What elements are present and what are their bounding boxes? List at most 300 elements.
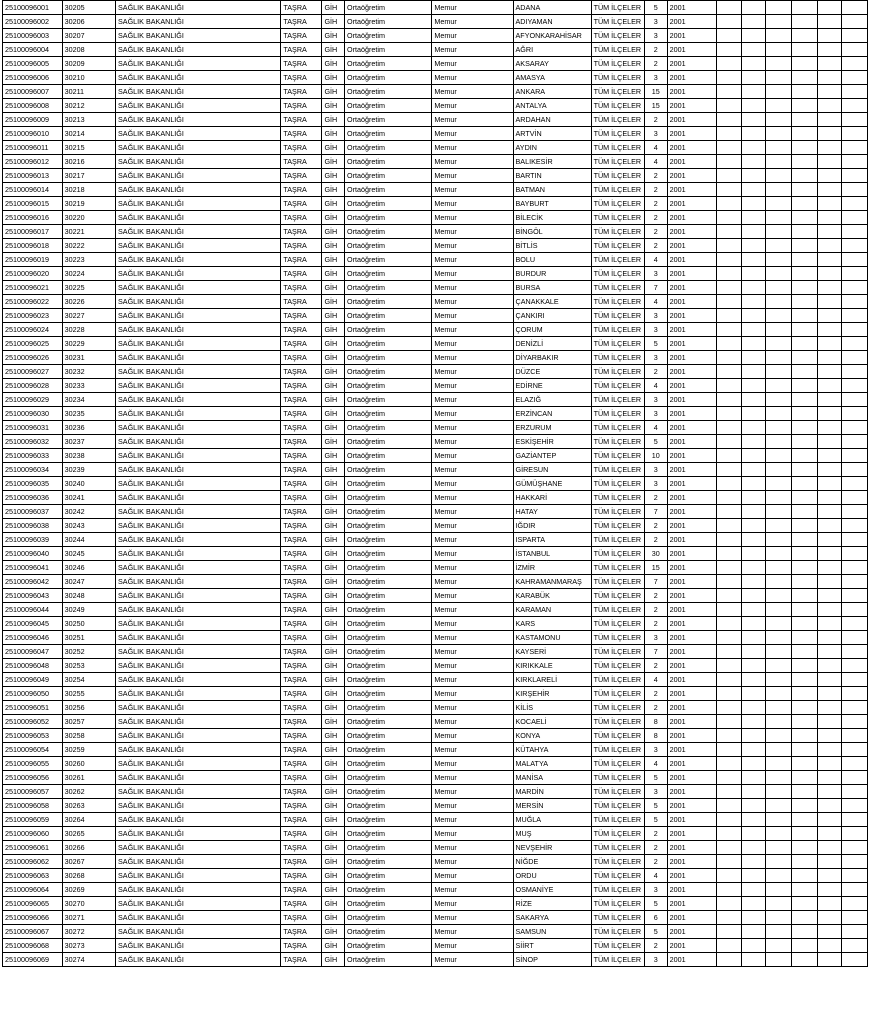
empty-cell bbox=[791, 351, 817, 365]
table-row bbox=[3, 197, 868, 211]
empty-cell bbox=[842, 757, 868, 771]
empty-cell bbox=[766, 743, 792, 757]
il-cell: DİYARBAKIR bbox=[513, 351, 591, 365]
empty-cell bbox=[766, 911, 792, 925]
table-row bbox=[3, 603, 868, 617]
empty-cell bbox=[791, 505, 817, 519]
empty-cell bbox=[791, 883, 817, 897]
table-row bbox=[3, 869, 868, 883]
empty-cell bbox=[766, 813, 792, 827]
sinif-cell: GİH bbox=[322, 715, 345, 729]
ilce-cell: TÜM İLÇELER bbox=[591, 799, 644, 813]
teskilat-cell: TAŞRA bbox=[281, 379, 322, 393]
ogrenim-cell: Ortaöğretim bbox=[345, 113, 432, 127]
table-row bbox=[3, 99, 868, 113]
empty-cell bbox=[791, 911, 817, 925]
empty-cell bbox=[741, 351, 766, 365]
ilan-kodu-cell: 25100096063 bbox=[3, 869, 63, 883]
empty-cell bbox=[766, 519, 792, 533]
empty-cell bbox=[842, 29, 868, 43]
empty-cell bbox=[842, 575, 868, 589]
yil-cell: 2001 bbox=[667, 603, 716, 617]
il-cell: BURSA bbox=[513, 281, 591, 295]
empty-cell bbox=[716, 617, 741, 631]
il-cell: ANTALYA bbox=[513, 99, 591, 113]
ilce-cell: TÜM İLÇELER bbox=[591, 337, 644, 351]
kadro-kodu-cell: 30232 bbox=[62, 365, 115, 379]
unvan-cell: Memur bbox=[432, 127, 513, 141]
ogrenim-cell: Ortaöğretim bbox=[345, 897, 432, 911]
empty-cell bbox=[842, 631, 868, 645]
il-cell: ISPARTA bbox=[513, 533, 591, 547]
kurum-cell: SAĞLIK BAKANLIĞI bbox=[115, 449, 280, 463]
kontenjan-cell: 3 bbox=[644, 323, 667, 337]
empty-cell bbox=[791, 253, 817, 267]
empty-cell bbox=[817, 449, 842, 463]
kadro-kodu-cell: 30260 bbox=[62, 757, 115, 771]
il-cell: KARS bbox=[513, 617, 591, 631]
il-cell: MUŞ bbox=[513, 827, 591, 841]
ilce-cell: TÜM İLÇELER bbox=[591, 239, 644, 253]
empty-cell bbox=[791, 939, 817, 953]
kadro-kodu-cell: 30258 bbox=[62, 729, 115, 743]
empty-cell bbox=[741, 169, 766, 183]
table-row bbox=[3, 953, 868, 967]
empty-cell bbox=[741, 239, 766, 253]
table-row bbox=[3, 645, 868, 659]
kadro-kodu-cell: 30219 bbox=[62, 197, 115, 211]
teskilat-cell: TAŞRA bbox=[281, 589, 322, 603]
empty-cell bbox=[842, 295, 868, 309]
kontenjan-cell: 7 bbox=[644, 575, 667, 589]
empty-cell bbox=[716, 533, 741, 547]
empty-cell bbox=[817, 743, 842, 757]
il-cell: OSMANİYE bbox=[513, 883, 591, 897]
empty-cell bbox=[817, 29, 842, 43]
unvan-cell: Memur bbox=[432, 323, 513, 337]
teskilat-cell: TAŞRA bbox=[281, 309, 322, 323]
il-cell: KONYA bbox=[513, 729, 591, 743]
empty-cell bbox=[817, 561, 842, 575]
teskilat-cell: TAŞRA bbox=[281, 99, 322, 113]
unvan-cell: Memur bbox=[432, 1, 513, 15]
ilce-cell: TÜM İLÇELER bbox=[591, 911, 644, 925]
kurum-cell: SAĞLIK BAKANLIĞI bbox=[115, 589, 280, 603]
empty-cell bbox=[741, 953, 766, 967]
ilce-cell: TÜM İLÇELER bbox=[591, 141, 644, 155]
unvan-cell: Memur bbox=[432, 939, 513, 953]
empty-cell bbox=[817, 813, 842, 827]
ilan-kodu-cell: 25100096045 bbox=[3, 617, 63, 631]
table-row bbox=[3, 659, 868, 673]
table-row bbox=[3, 281, 868, 295]
kontenjan-cell: 3 bbox=[644, 15, 667, 29]
kadro-kodu-cell: 30216 bbox=[62, 155, 115, 169]
kadro-kodu-cell: 30236 bbox=[62, 421, 115, 435]
kontenjan-cell: 3 bbox=[644, 127, 667, 141]
teskilat-cell: TAŞRA bbox=[281, 911, 322, 925]
table-row bbox=[3, 561, 868, 575]
kadro-kodu-cell: 30228 bbox=[62, 323, 115, 337]
teskilat-cell: TAŞRA bbox=[281, 673, 322, 687]
teskilat-cell: TAŞRA bbox=[281, 113, 322, 127]
empty-cell bbox=[741, 183, 766, 197]
empty-cell bbox=[766, 449, 792, 463]
ogrenim-cell: Ortaöğretim bbox=[345, 617, 432, 631]
table-row bbox=[3, 379, 868, 393]
empty-cell bbox=[791, 85, 817, 99]
kontenjan-cell: 5 bbox=[644, 897, 667, 911]
sinif-cell: GİH bbox=[322, 575, 345, 589]
ilce-cell: TÜM İLÇELER bbox=[591, 127, 644, 141]
sinif-cell: GİH bbox=[322, 841, 345, 855]
table-row bbox=[3, 267, 868, 281]
empty-cell bbox=[791, 827, 817, 841]
ogrenim-cell: Ortaöğretim bbox=[345, 281, 432, 295]
empty-cell bbox=[817, 155, 842, 169]
kadro-kodu-cell: 30235 bbox=[62, 407, 115, 421]
yil-cell: 2001 bbox=[667, 365, 716, 379]
yil-cell: 2001 bbox=[667, 757, 716, 771]
teskilat-cell: TAŞRA bbox=[281, 757, 322, 771]
yil-cell: 2001 bbox=[667, 701, 716, 715]
teskilat-cell: TAŞRA bbox=[281, 211, 322, 225]
teskilat-cell: TAŞRA bbox=[281, 939, 322, 953]
empty-cell bbox=[716, 687, 741, 701]
kurum-cell: SAĞLIK BAKANLIĞI bbox=[115, 491, 280, 505]
sinif-cell: GİH bbox=[322, 239, 345, 253]
empty-cell bbox=[817, 505, 842, 519]
empty-cell bbox=[791, 239, 817, 253]
empty-cell bbox=[791, 155, 817, 169]
kontenjan-cell: 3 bbox=[644, 351, 667, 365]
empty-cell bbox=[817, 533, 842, 547]
empty-cell bbox=[716, 1, 741, 15]
ilan-kodu-cell: 25100096016 bbox=[3, 211, 63, 225]
kontenjan-cell: 2 bbox=[644, 225, 667, 239]
teskilat-cell: TAŞRA bbox=[281, 365, 322, 379]
unvan-cell: Memur bbox=[432, 281, 513, 295]
empty-cell bbox=[842, 687, 868, 701]
empty-cell bbox=[842, 365, 868, 379]
kurum-cell: SAĞLIK BAKANLIĞI bbox=[115, 701, 280, 715]
yil-cell: 2001 bbox=[667, 589, 716, 603]
empty-cell bbox=[766, 29, 792, 43]
empty-cell bbox=[741, 561, 766, 575]
sinif-cell: GİH bbox=[322, 281, 345, 295]
empty-cell bbox=[716, 897, 741, 911]
sinif-cell: GİH bbox=[322, 337, 345, 351]
empty-cell bbox=[716, 813, 741, 827]
empty-cell bbox=[716, 379, 741, 393]
yil-cell: 2001 bbox=[667, 491, 716, 505]
ogrenim-cell: Ortaöğretim bbox=[345, 687, 432, 701]
kontenjan-cell: 2 bbox=[644, 701, 667, 715]
yil-cell: 2001 bbox=[667, 253, 716, 267]
empty-cell bbox=[741, 617, 766, 631]
ilan-kodu-cell: 25100096059 bbox=[3, 813, 63, 827]
empty-cell bbox=[741, 365, 766, 379]
unvan-cell: Memur bbox=[432, 15, 513, 29]
unvan-cell: Memur bbox=[432, 267, 513, 281]
ilan-kodu-cell: 25100096010 bbox=[3, 127, 63, 141]
table-row bbox=[3, 127, 868, 141]
kadro-kodu-cell: 30210 bbox=[62, 71, 115, 85]
empty-cell bbox=[766, 309, 792, 323]
empty-cell bbox=[716, 15, 741, 29]
il-cell: KIRŞEHİR bbox=[513, 687, 591, 701]
empty-cell bbox=[842, 351, 868, 365]
ilce-cell: TÜM İLÇELER bbox=[591, 155, 644, 169]
ogrenim-cell: Ortaöğretim bbox=[345, 239, 432, 253]
teskilat-cell: TAŞRA bbox=[281, 43, 322, 57]
kontenjan-cell: 7 bbox=[644, 505, 667, 519]
ilan-kodu-cell: 25100096058 bbox=[3, 799, 63, 813]
empty-cell bbox=[766, 351, 792, 365]
yil-cell: 2001 bbox=[667, 687, 716, 701]
il-cell: KAHRAMANMARAŞ bbox=[513, 575, 591, 589]
empty-cell bbox=[817, 253, 842, 267]
ilce-cell: TÜM İLÇELER bbox=[591, 603, 644, 617]
il-cell: İSTANBUL bbox=[513, 547, 591, 561]
kontenjan-cell: 6 bbox=[644, 911, 667, 925]
sinif-cell: GİH bbox=[322, 869, 345, 883]
kontenjan-cell: 3 bbox=[644, 743, 667, 757]
table-row bbox=[3, 323, 868, 337]
il-cell: HATAY bbox=[513, 505, 591, 519]
sinif-cell: GİH bbox=[322, 323, 345, 337]
ilce-cell: TÜM İLÇELER bbox=[591, 57, 644, 71]
sinif-cell: GİH bbox=[322, 729, 345, 743]
table-row bbox=[3, 421, 868, 435]
empty-cell bbox=[791, 603, 817, 617]
empty-cell bbox=[766, 771, 792, 785]
kurum-cell: SAĞLIK BAKANLIĞI bbox=[115, 897, 280, 911]
kadro-kodu-cell: 30223 bbox=[62, 253, 115, 267]
il-cell: SİİRT bbox=[513, 939, 591, 953]
sinif-cell: GİH bbox=[322, 505, 345, 519]
sinif-cell: GİH bbox=[322, 855, 345, 869]
empty-cell bbox=[766, 645, 792, 659]
kontenjan-cell: 4 bbox=[644, 155, 667, 169]
empty-cell bbox=[817, 617, 842, 631]
empty-cell bbox=[791, 659, 817, 673]
empty-cell bbox=[842, 841, 868, 855]
sinif-cell: GİH bbox=[322, 1, 345, 15]
ilan-kodu-cell: 25100096061 bbox=[3, 841, 63, 855]
empty-cell bbox=[842, 127, 868, 141]
ogrenim-cell: Ortaöğretim bbox=[345, 589, 432, 603]
ilan-kodu-cell: 25100096042 bbox=[3, 575, 63, 589]
table-row bbox=[3, 463, 868, 477]
empty-cell bbox=[791, 897, 817, 911]
il-cell: İZMİR bbox=[513, 561, 591, 575]
kadro-kodu-cell: 30243 bbox=[62, 519, 115, 533]
il-cell: KAYSERİ bbox=[513, 645, 591, 659]
ogrenim-cell: Ortaöğretim bbox=[345, 253, 432, 267]
kurum-cell: SAĞLIK BAKANLIĞI bbox=[115, 603, 280, 617]
table-row bbox=[3, 715, 868, 729]
empty-cell bbox=[791, 617, 817, 631]
yil-cell: 2001 bbox=[667, 631, 716, 645]
yil-cell: 2001 bbox=[667, 715, 716, 729]
empty-cell bbox=[817, 897, 842, 911]
il-cell: ÇANKIRI bbox=[513, 309, 591, 323]
ogrenim-cell: Ortaöğretim bbox=[345, 225, 432, 239]
table-row bbox=[3, 253, 868, 267]
empty-cell bbox=[817, 729, 842, 743]
teskilat-cell: TAŞRA bbox=[281, 29, 322, 43]
yil-cell: 2001 bbox=[667, 477, 716, 491]
kurum-cell: SAĞLIK BAKANLIĞI bbox=[115, 267, 280, 281]
kontenjan-cell: 2 bbox=[644, 113, 667, 127]
table-row bbox=[3, 519, 868, 533]
unvan-cell: Memur bbox=[432, 43, 513, 57]
il-cell: ÇANAKKALE bbox=[513, 295, 591, 309]
kontenjan-cell: 8 bbox=[644, 715, 667, 729]
kontenjan-cell: 2 bbox=[644, 491, 667, 505]
teskilat-cell: TAŞRA bbox=[281, 183, 322, 197]
empty-cell bbox=[842, 491, 868, 505]
empty-cell bbox=[716, 155, 741, 169]
teskilat-cell: TAŞRA bbox=[281, 799, 322, 813]
yil-cell: 2001 bbox=[667, 169, 716, 183]
empty-cell bbox=[741, 435, 766, 449]
empty-cell bbox=[741, 575, 766, 589]
empty-cell bbox=[716, 309, 741, 323]
kurum-cell: SAĞLIK BAKANLIĞI bbox=[115, 631, 280, 645]
yil-cell: 2001 bbox=[667, 29, 716, 43]
empty-cell bbox=[766, 561, 792, 575]
empty-cell bbox=[716, 85, 741, 99]
ilan-kodu-cell: 25100096041 bbox=[3, 561, 63, 575]
empty-cell bbox=[842, 519, 868, 533]
yil-cell: 2001 bbox=[667, 1, 716, 15]
empty-cell bbox=[716, 659, 741, 673]
sinif-cell: GİH bbox=[322, 253, 345, 267]
il-cell: ELAZIĞ bbox=[513, 393, 591, 407]
kadro-kodu-cell: 30218 bbox=[62, 183, 115, 197]
ilce-cell: TÜM İLÇELER bbox=[591, 925, 644, 939]
kadro-kodu-cell: 30227 bbox=[62, 309, 115, 323]
empty-cell bbox=[766, 71, 792, 85]
il-cell: HAKKARİ bbox=[513, 491, 591, 505]
kontenjan-cell: 3 bbox=[644, 883, 667, 897]
ilce-cell: TÜM İLÇELER bbox=[591, 743, 644, 757]
ilce-cell: TÜM İLÇELER bbox=[591, 211, 644, 225]
teskilat-cell: TAŞRA bbox=[281, 449, 322, 463]
empty-cell bbox=[791, 365, 817, 379]
ogrenim-cell: Ortaöğretim bbox=[345, 43, 432, 57]
empty-cell bbox=[741, 421, 766, 435]
ilce-cell: TÜM İLÇELER bbox=[591, 113, 644, 127]
ilce-cell: TÜM İLÇELER bbox=[591, 323, 644, 337]
kadro-kodu-cell: 30255 bbox=[62, 687, 115, 701]
ogrenim-cell: Ortaöğretim bbox=[345, 855, 432, 869]
sinif-cell: GİH bbox=[322, 365, 345, 379]
kontenjan-cell: 2 bbox=[644, 57, 667, 71]
empty-cell bbox=[766, 729, 792, 743]
empty-cell bbox=[817, 379, 842, 393]
ilce-cell: TÜM İLÇELER bbox=[591, 393, 644, 407]
ogrenim-cell: Ortaöğretim bbox=[345, 827, 432, 841]
empty-cell bbox=[766, 421, 792, 435]
sinif-cell: GİH bbox=[322, 225, 345, 239]
unvan-cell: Memur bbox=[432, 225, 513, 239]
empty-cell bbox=[716, 211, 741, 225]
empty-cell bbox=[842, 323, 868, 337]
yil-cell: 2001 bbox=[667, 575, 716, 589]
ogrenim-cell: Ortaöğretim bbox=[345, 939, 432, 953]
table-row bbox=[3, 757, 868, 771]
ilan-kodu-cell: 25100096029 bbox=[3, 393, 63, 407]
empty-cell bbox=[817, 71, 842, 85]
empty-cell bbox=[817, 15, 842, 29]
ilce-cell: TÜM İLÇELER bbox=[591, 421, 644, 435]
empty-cell bbox=[741, 869, 766, 883]
ilan-kodu-cell: 25100096015 bbox=[3, 197, 63, 211]
unvan-cell: Memur bbox=[432, 729, 513, 743]
ilan-kodu-cell: 25100096031 bbox=[3, 421, 63, 435]
kadro-kodu-cell: 30212 bbox=[62, 99, 115, 113]
empty-cell bbox=[842, 925, 868, 939]
ogrenim-cell: Ortaöğretim bbox=[345, 197, 432, 211]
teskilat-cell: TAŞRA bbox=[281, 351, 322, 365]
empty-cell bbox=[842, 71, 868, 85]
teskilat-cell: TAŞRA bbox=[281, 491, 322, 505]
yil-cell: 2001 bbox=[667, 281, 716, 295]
kadro-kodu-cell: 30238 bbox=[62, 449, 115, 463]
empty-cell bbox=[791, 169, 817, 183]
empty-cell bbox=[842, 617, 868, 631]
ilan-kodu-cell: 25100096033 bbox=[3, 449, 63, 463]
empty-cell bbox=[791, 463, 817, 477]
teskilat-cell: TAŞRA bbox=[281, 813, 322, 827]
sinif-cell: GİH bbox=[322, 393, 345, 407]
unvan-cell: Memur bbox=[432, 477, 513, 491]
sinif-cell: GİH bbox=[322, 155, 345, 169]
kurum-cell: SAĞLIK BAKANLIĞI bbox=[115, 729, 280, 743]
kadro-kodu-cell: 30266 bbox=[62, 841, 115, 855]
yil-cell: 2001 bbox=[667, 911, 716, 925]
sinif-cell: GİH bbox=[322, 631, 345, 645]
empty-cell bbox=[842, 253, 868, 267]
teskilat-cell: TAŞRA bbox=[281, 659, 322, 673]
ilce-cell: TÜM İLÇELER bbox=[591, 463, 644, 477]
teskilat-cell: TAŞRA bbox=[281, 71, 322, 85]
kontenjan-cell: 2 bbox=[644, 211, 667, 225]
empty-cell bbox=[716, 603, 741, 617]
empty-cell bbox=[716, 505, 741, 519]
ilce-cell: TÜM İLÇELER bbox=[591, 1, 644, 15]
ilce-cell: TÜM İLÇELER bbox=[591, 757, 644, 771]
sinif-cell: GİH bbox=[322, 953, 345, 967]
il-cell: KÜTAHYA bbox=[513, 743, 591, 757]
ilce-cell: TÜM İLÇELER bbox=[591, 183, 644, 197]
empty-cell bbox=[766, 547, 792, 561]
il-cell: BİLECİK bbox=[513, 211, 591, 225]
teskilat-cell: TAŞRA bbox=[281, 197, 322, 211]
empty-cell bbox=[716, 743, 741, 757]
unvan-cell: Memur bbox=[432, 99, 513, 113]
kurum-cell: SAĞLIK BAKANLIĞI bbox=[115, 939, 280, 953]
empty-cell bbox=[842, 939, 868, 953]
kurum-cell: SAĞLIK BAKANLIĞI bbox=[115, 519, 280, 533]
unvan-cell: Memur bbox=[432, 29, 513, 43]
sinif-cell: GİH bbox=[322, 421, 345, 435]
kurum-cell: SAĞLIK BAKANLIĞI bbox=[115, 673, 280, 687]
empty-cell bbox=[817, 337, 842, 351]
